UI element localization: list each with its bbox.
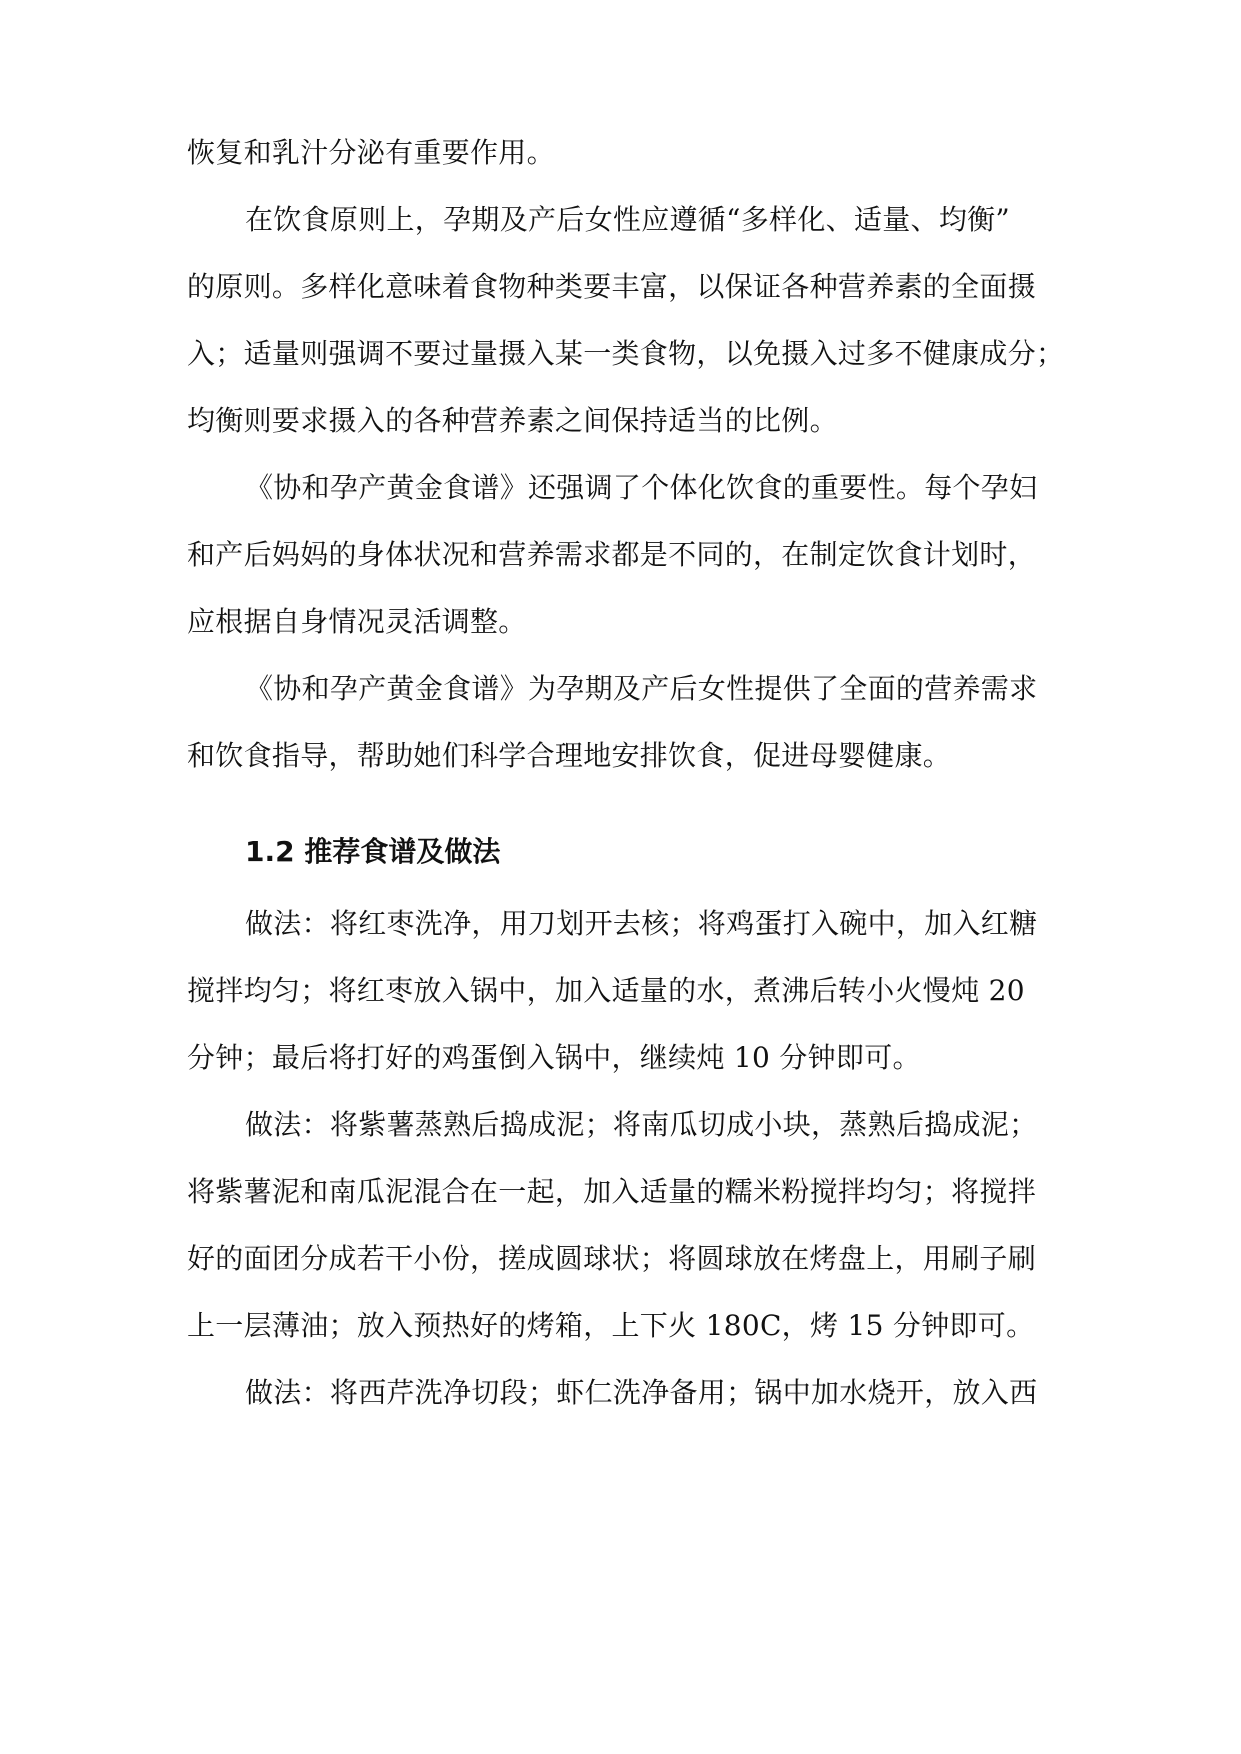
recipe-line: 上一层薄油；放入预热好的烤箱，上下火 180C，烤 15 分钟即可。 <box>187 1309 1035 1342</box>
recipe-line: 将紫薯泥和南瓜泥混合在一起，加入适量的糯米粉搅拌均匀；将搅拌 <box>187 1175 1037 1208</box>
paragraph-line: 的原则。多样化意味着食物种类要丰富，以保证各种营养素的全面摄 <box>187 270 1037 303</box>
recipe-line: 做法：将红枣洗净，用刀划开去核；将鸡蛋打入碗中，加入红糖 <box>245 907 1038 940</box>
recipe-line: 做法：将西芹洗净切段；虾仁洗净备用；锅中加水烧开，放入西 <box>245 1376 1038 1409</box>
recipe-line: 做法：将紫薯蒸熟后捣成泥；将南瓜切成小块，蒸熟后捣成泥； <box>245 1108 1038 1141</box>
paragraph-line: 入；适量则强调不要过量摄入某一类食物，以免摄入过多不健康成分； <box>187 337 1065 370</box>
paragraph-line: 在饮食原则上，孕期及产后女性应遵循“多样化、适量、均衡” <box>245 203 1011 236</box>
recipe-line: 分钟；最后将打好的鸡蛋倒入锅中，继续炖 10 分钟即可。 <box>187 1041 921 1074</box>
paragraph-line: 《协和孕产黄金食谱》为孕期及产后女性提供了全面的营养需求 <box>245 672 1038 705</box>
paragraph-line: 和产后妈妈的身体状况和营养需求都是不同的，在制定饮食计划时， <box>187 538 1037 571</box>
recipe-line: 搅拌均匀；将红枣放入锅中，加入适量的水，煮沸后转小火慢炖 20 <box>187 974 1025 1007</box>
paragraph-line: 应根据自身情况灵活调整。 <box>187 605 527 638</box>
paragraph-line: 《协和孕产黄金食谱》还强调了个体化饮食的重要性。每个孕妇 <box>245 471 1038 504</box>
paragraph-line: 均衡则要求摄入的各种营养素之间保持适当的比例。 <box>187 404 838 437</box>
recipe-line: 好的面团分成若干小份，搓成圆球状；将圆球放在烤盘上，用刷子刷 <box>187 1242 1037 1275</box>
section-heading: 1.2 推荐食谱及做法 <box>245 835 501 868</box>
paragraph-line: 和饮食指导，帮助她们科学合理地安排饮食，促进母婴健康。 <box>187 739 952 772</box>
paragraph-line: 恢复和乳汁分泌有重要作用。 <box>187 136 555 169</box>
